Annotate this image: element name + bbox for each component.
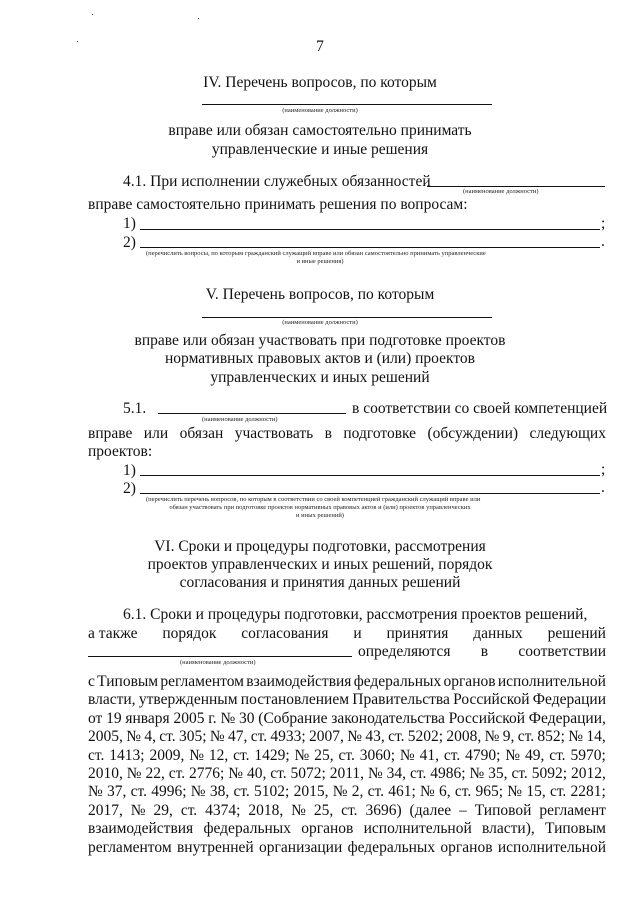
body-line: 2010, № 22, ст. 2776; № 40, ст. 5072; 2011, № 34, ст. 4986; № 35, ст. 5092; 2012, — [88, 765, 606, 782]
item-number: 1) — [123, 462, 136, 479]
items-hint: и иных решений) — [296, 512, 344, 519]
p61-hint: (наименование должности) — [180, 659, 256, 666]
item-number: 2) — [123, 234, 136, 251]
items-hint: (перечислить перечень вопросов, по которым в соответствии со своей компетенцией гражданский служащий вправе или — [146, 496, 481, 503]
p51-hint: (наименование должности) — [202, 416, 278, 423]
items-hint: и иные решения) — [296, 258, 344, 265]
position-blank-line — [202, 104, 492, 105]
p51-number: 5.1. — [123, 400, 147, 417]
body-line: регламентом внутренней организации федеральных органов исполнительной — [88, 838, 606, 856]
body-line: с Типовым регламентом взаимодействия федеральных органов исполнительной — [88, 673, 606, 690]
section-5-heading: V. Перечень вопросов, по которым — [205, 286, 435, 303]
section-5-line3: нормативных правовых актов и (или) проектов — [165, 350, 475, 367]
item-end-mark: . — [601, 233, 605, 250]
p41-text: 4.1. При исполнении служебных обязанностей — [123, 173, 431, 190]
item-blank-line — [140, 475, 600, 476]
p61-line2: а также порядок согласования и принятия данных решений — [88, 625, 606, 642]
p41-blank-line — [427, 186, 605, 187]
p51-line2: вправе или обязан участвовать в подготовке (обсуждении) следующих — [88, 425, 606, 442]
body-line: 2017, № 29, ст. 4374; 2018, № 25, ст. 3696) (далее – Типовой регламент — [88, 801, 606, 819]
page-number: 7 — [316, 38, 324, 55]
section-4-heading: IV. Перечень вопросов, по которым — [203, 74, 437, 91]
scan-speck — [92, 14, 93, 15]
section-5-line4: управленческих и иных решений — [210, 369, 430, 386]
item-end-mark: . — [601, 479, 605, 496]
item-number: 2) — [123, 480, 136, 497]
item-blank-line — [140, 229, 600, 230]
section-5-line2: вправе или обязан участвовать при подготовке проектов — [134, 332, 506, 349]
section-4-line3: управленческие и иные решения — [211, 141, 429, 158]
position-blank-line — [202, 317, 492, 318]
body-line: власти, утвержденным постановлением Правительства Российской Федерации — [88, 691, 606, 709]
item-number: 1) — [123, 215, 136, 232]
item-blank-line — [140, 247, 600, 248]
body-line: 2005, № 4, ст. 305; № 47, ст. 4933; 2007, № 43, ст. 5202; 2008, № 9, ст. 852; № 14, — [88, 728, 606, 746]
p61-line1: 6.1. Сроки и процедуры подготовки, рассмотрения проектов решений, — [123, 606, 588, 623]
section-6-heading-line2: проектов управленческих и иных решений, порядок — [147, 556, 493, 573]
p61-blank-line — [88, 656, 352, 657]
item-end-mark: ; — [601, 461, 606, 478]
p51-line3: проектов: — [88, 443, 153, 460]
body-line: от 19 января 2005 г. № 30 (Собрание законодательства Российской Федерации, — [88, 709, 606, 727]
position-hint: (наименование должности) — [282, 319, 358, 326]
p61-line3: определяются в соответствии — [358, 643, 606, 660]
p41-hint: (наименование должности) — [463, 188, 539, 195]
body-line: взаимодействия федеральных органов исполнительной власти), Типовым — [88, 820, 606, 838]
scan-speck — [198, 18, 199, 19]
body-line: № 37, ст. 4996; № 38, ст. 5102; 2015, № 2, ст. 461; № 6, ст. 965; № 15, ст. 2281; — [88, 783, 606, 801]
p51-blank-line — [158, 413, 346, 414]
position-hint: (наименование должности) — [282, 107, 358, 114]
p41-line2: вправе самостоятельно принимать решения по вопросам: — [88, 196, 468, 213]
section-4-line2: вправе или обязан самостоятельно принимать — [168, 122, 472, 139]
items-hint: (перечислить вопросы, по которым гражданский служащий вправе или обязан самостоятельно принимать управленческие — [146, 250, 486, 257]
section-6-heading-line1: VI. Сроки и процедуры подготовки, рассмотрения — [154, 538, 486, 555]
item-end-mark: ; — [601, 215, 606, 232]
item-blank-line — [140, 493, 600, 494]
items-hint: обязан участвовать при подготовке проектов нормативных правовых актов и (или) проектов управленческих — [169, 504, 471, 511]
section-6-heading-line3: согласования и принятия данных решений — [179, 574, 461, 591]
p51-text: в соответствии со своей компетенцией — [352, 400, 608, 417]
body-line: ст. 1413; 2009, № 12, ст. 1429; № 25, ст. 3060; № 41, ст. 4790; № 49, ст. 5970; — [88, 746, 606, 764]
